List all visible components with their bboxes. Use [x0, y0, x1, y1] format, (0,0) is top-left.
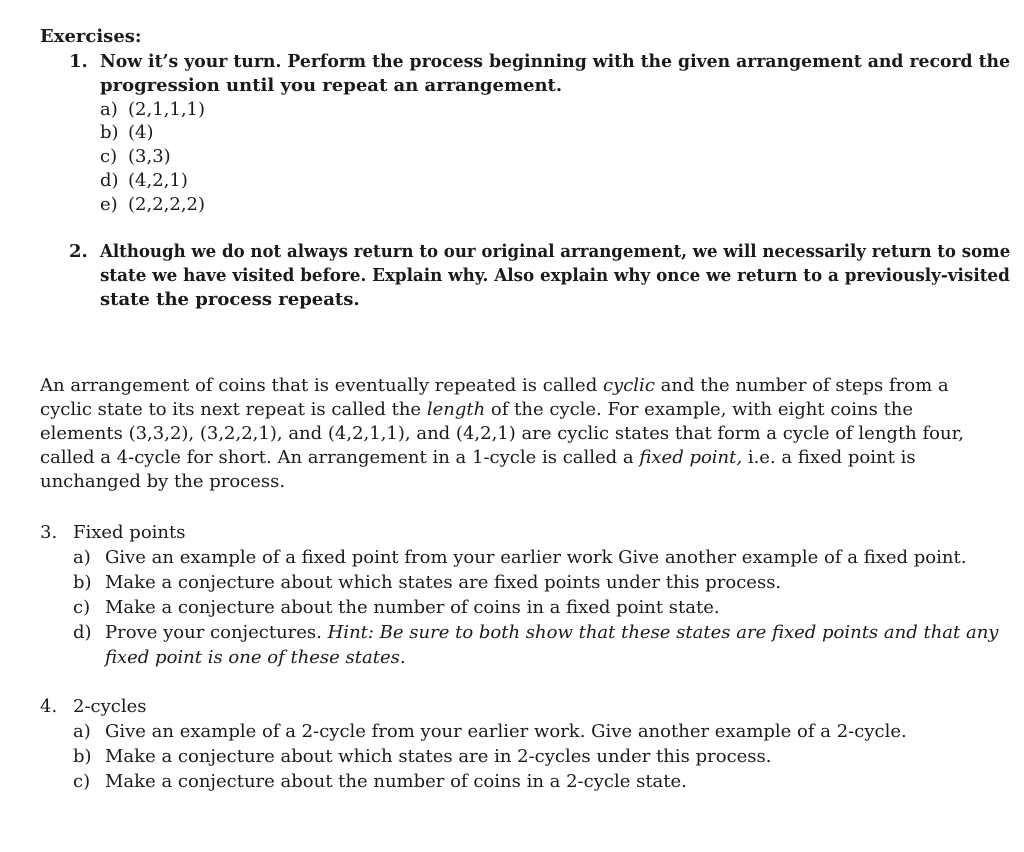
ex4-item-label: c) — [73, 771, 91, 792]
term-length: length — [426, 399, 486, 420]
ex3-item-label: d) — [73, 622, 92, 643]
paragraph-line-4: called a 4-cycle for short. An arrangement in a 1-cycle is called a fixed point, i.e. a fixed point is — [40, 447, 916, 468]
ex1-line-1: Now it’s your turn. Perform the process beginning with the given arrangement and record the — [100, 51, 1011, 72]
ex2-line-3: state the process repeats. — [100, 289, 360, 310]
ex3-hint-continued: fixed point is one of these states. — [105, 647, 406, 668]
ex3-number: 3. — [40, 522, 58, 543]
ex4-item-label: b) — [73, 746, 92, 767]
paragraph-line-3: elements (3,3,2), (3,2,2,1), and (4,2,1,1), and (4,2,1) are cyclic states that form a cycle of length four, — [40, 423, 964, 444]
ex3-item-text: Make a conjecture about which states are fixed points under this process. — [105, 572, 782, 593]
ex3-item-label: c) — [73, 597, 91, 618]
ex1-item-label: d) — [100, 170, 119, 191]
paragraph-line-5: unchanged by the process. — [40, 471, 286, 492]
ex1-item-label: a) — [100, 99, 118, 120]
ex1-number: 1. — [69, 51, 88, 72]
ex4-item-text: Make a conjecture about which states are in 2-cycles under this process. — [105, 746, 772, 767]
ex3-hint: Hint: Be sure to both show that these states are fixed points and that any — [327, 622, 999, 643]
ex4-item-label: a) — [73, 721, 91, 742]
ex1-item-label: c) — [100, 146, 118, 167]
ex4-title: 2-cycles — [73, 696, 147, 717]
ex4-item-text: Make a conjecture about the number of coins in a 2-cycle state. — [105, 771, 687, 792]
ex3-title: Fixed points — [73, 522, 186, 543]
ex1-item-text: (3,3) — [128, 146, 171, 167]
ex1-item-text: (4,2,1) — [128, 170, 188, 191]
ex3-item-label: a) — [73, 547, 91, 568]
ex1-item-text: (2,2,2,2) — [128, 194, 206, 215]
ex3-item-text: Give an example of a fixed point from your earlier work Give another example of a fixed point. — [105, 547, 967, 568]
ex4-number: 4. — [40, 696, 58, 717]
term-cyclic: cyclic — [602, 375, 655, 396]
ex3-item-label: b) — [73, 572, 92, 593]
ex1-item-text: (2,1,1,1) — [128, 99, 206, 120]
ex2-line-1: Although we do not always return to our original arrangement, we will necessarily return to some — [100, 241, 1011, 262]
ex2-line-2: state we have visited before. Explain why. Also explain why once we return to a previously-visited — [100, 265, 1010, 286]
paragraph-line-1: An arrangement of coins that is eventually repeated is called cyclic and the number of steps from a — [40, 375, 949, 396]
ex4-item-text: Give an example of a 2-cycle from your earlier work. Give another example of a 2-cycle. — [105, 721, 907, 742]
term-fixed-point: fixed point, — [639, 447, 743, 468]
ex2-number: 2. — [69, 241, 88, 262]
ex1-item-text: (4) — [128, 122, 154, 143]
paragraph-line-2: cyclic state to its next repeat is called the length of the cycle. For example, with eight coins the — [40, 399, 914, 420]
ex3-item-text: Prove your conjectures. Hint: Be sure to both show that these states are fixed points and that any — [105, 622, 999, 643]
ex1-line-2: progression until you repeat an arrangement. — [100, 75, 563, 96]
ex3-item-text: Make a conjecture about the number of coins in a fixed point state. — [105, 597, 720, 618]
ex1-item-label: e) — [100, 194, 118, 215]
ex1-item-label: b) — [100, 122, 119, 143]
exercises-heading: Exercises: — [40, 26, 142, 47]
